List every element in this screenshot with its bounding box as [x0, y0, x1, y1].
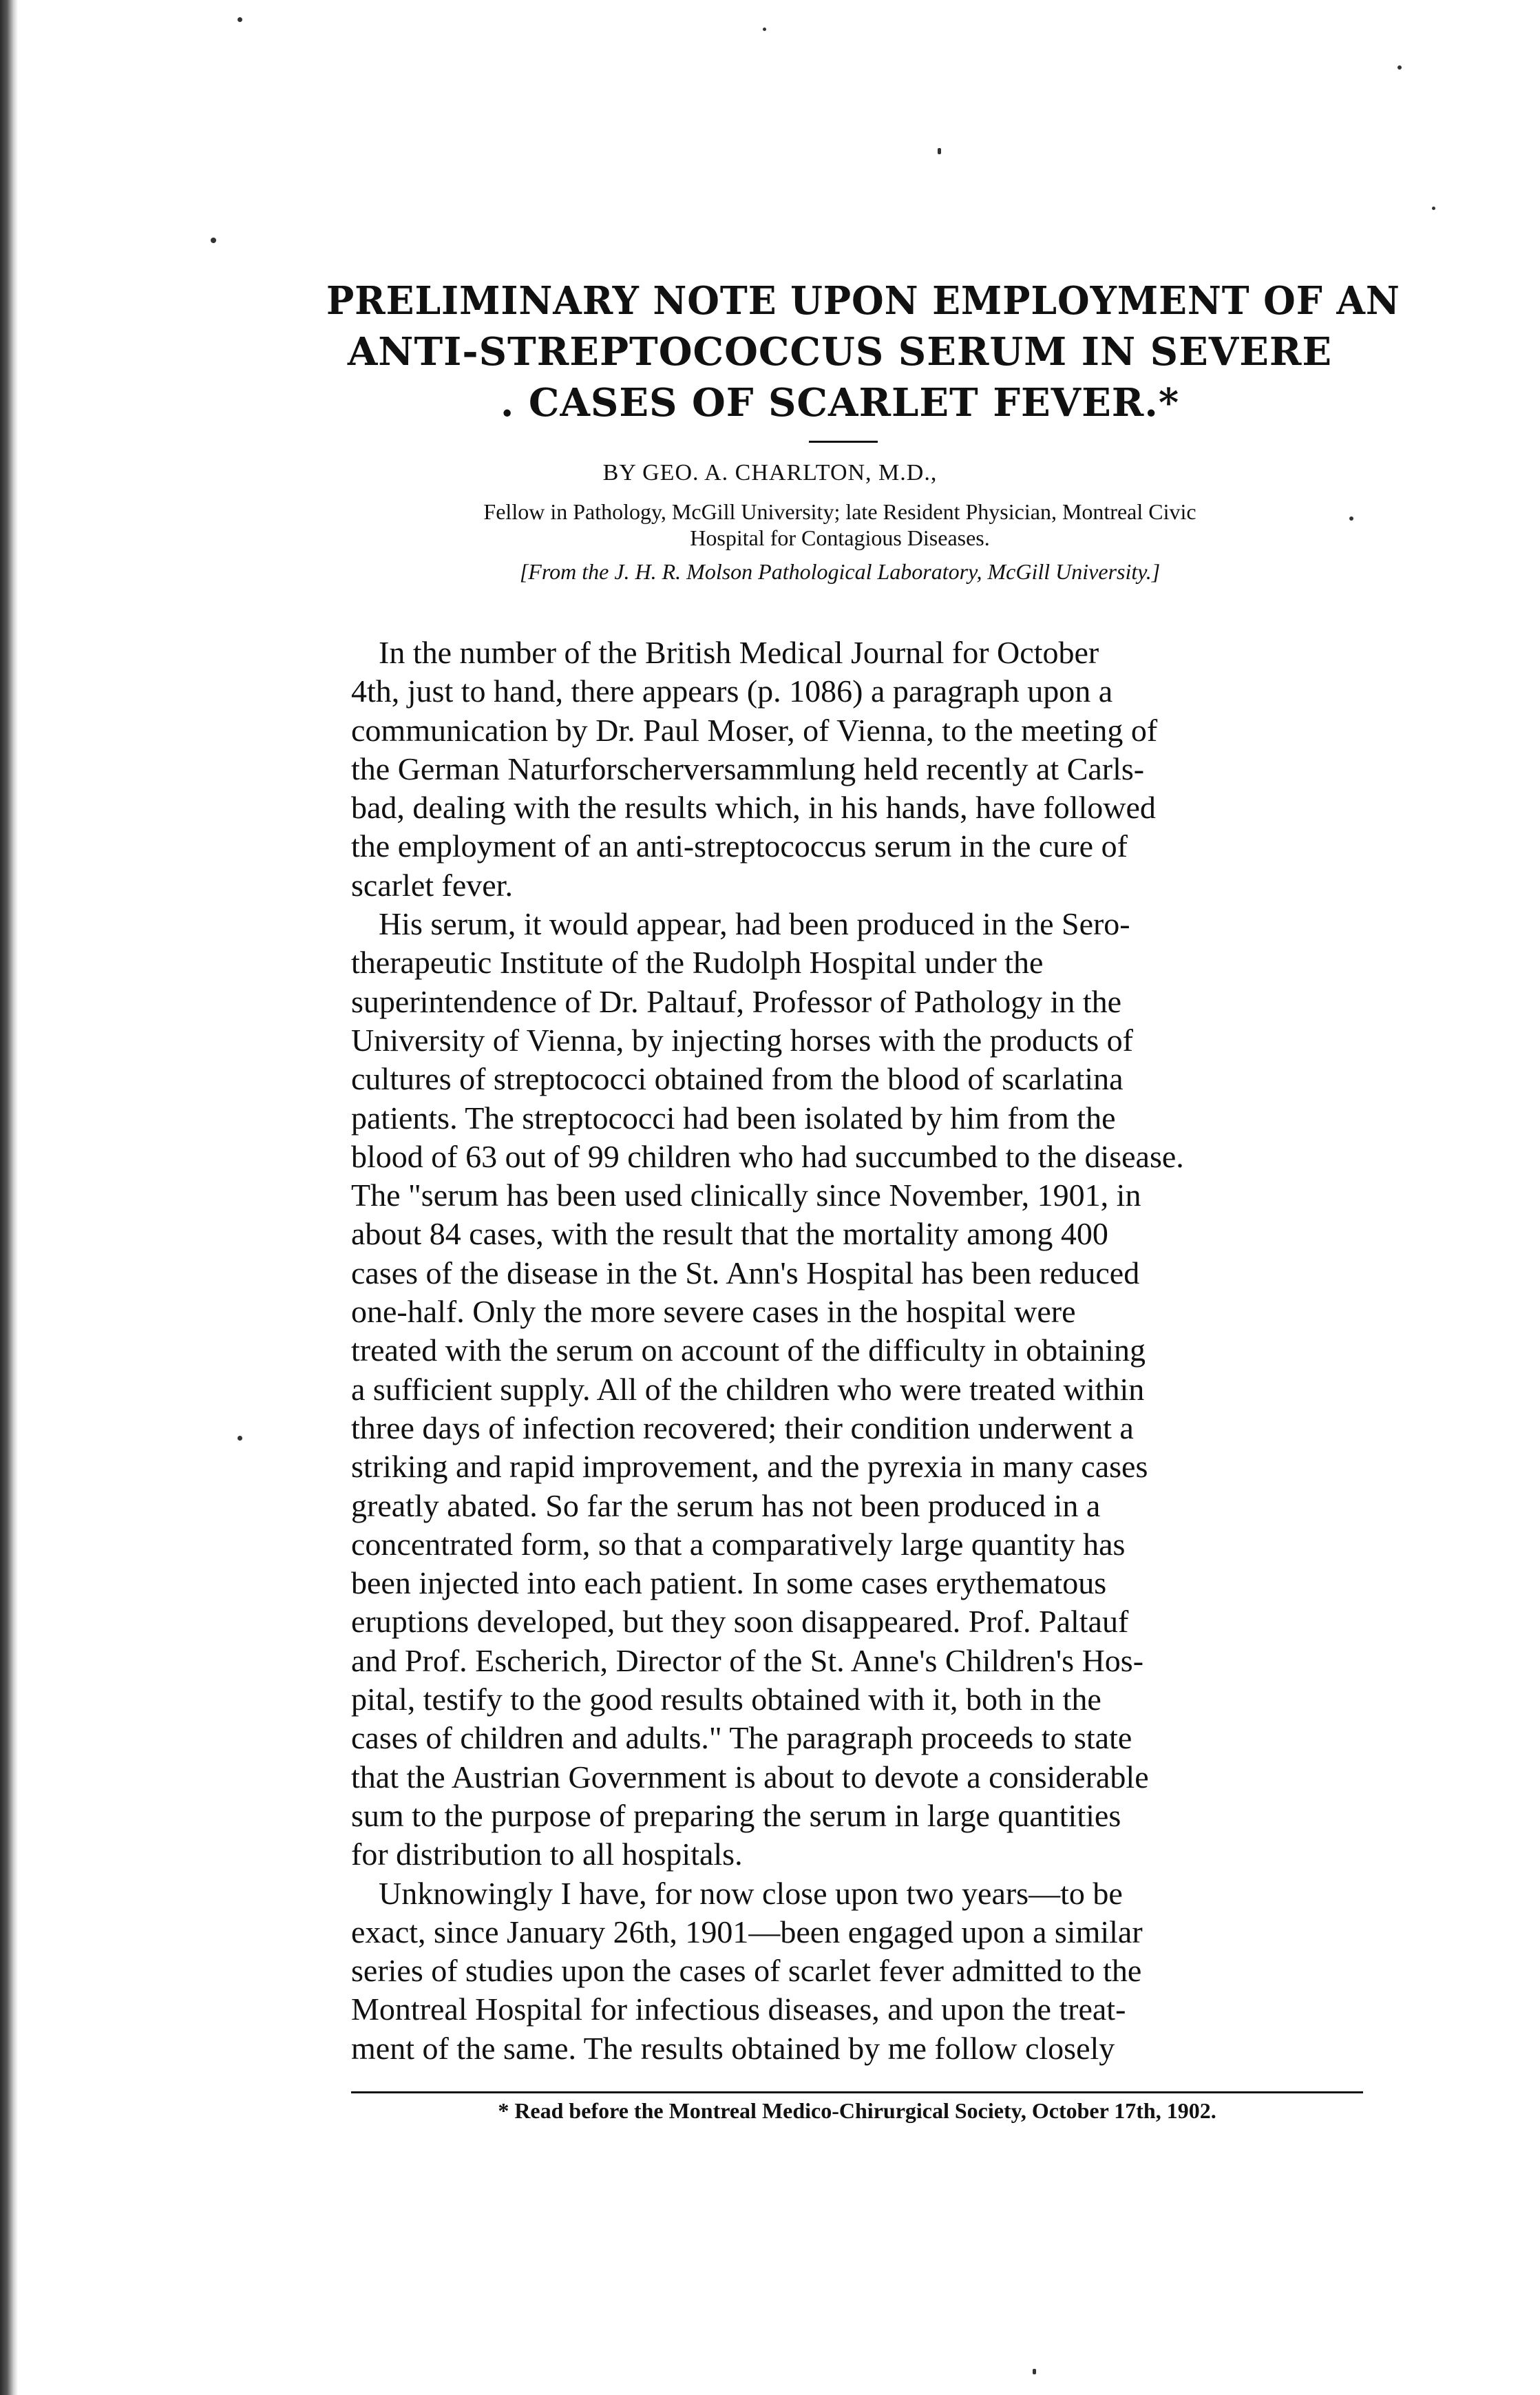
body-line: therapeutic Institute of the Rudolph Hospital under the	[351, 945, 1044, 981]
body-line: superintendence of Dr. Paltauf, Professor of Pathology in the	[351, 983, 1122, 1019]
body-line: a sufficient supply. All of the children who were treated within	[351, 1371, 1145, 1407]
body-line: Montreal Hospital for infectious diseases, and upon the treat-	[351, 1991, 1126, 2027]
body-line: treated with the serum on account of the difficulty in obtaining	[351, 1332, 1146, 1368]
scan-speck	[238, 1436, 242, 1441]
body-line: about 84 cases, with the result that the mortality among 400	[351, 1216, 1108, 1252]
scan-speck	[1432, 207, 1435, 210]
body-line: In the number of the British Medical Journal for October	[379, 635, 1099, 670]
body-line: the German Naturforscherversammlung held recently at Carls-	[351, 751, 1145, 786]
body-line: exact, since January 26th, 1901—been engaged upon a similar	[351, 1914, 1143, 1949]
body-line: cases of the disease in the St. Ann's Hospital has been reduced	[351, 1255, 1140, 1290]
body-line: greatly abated. So far the serum has not been produced in a	[351, 1487, 1101, 1523]
body-line: eruptions developed, but they soon disappeared. Prof. Paltauf	[351, 1604, 1129, 1640]
footnote-divider	[351, 2091, 1363, 2093]
body-line: University of Vienna, by injecting horses with the products of	[351, 1022, 1133, 1058]
scan-speck	[1397, 65, 1402, 70]
scan-edge-shadow	[0, 0, 18, 2395]
body-line: patients. The streptococci had been isolated by him from the	[351, 1100, 1116, 1136]
body-line: Unknowingly I have, for now close upon two years—to be	[379, 1875, 1123, 1911]
body-line: cultures of streptococci obtained from the blood of scarlatina	[351, 1061, 1124, 1097]
footnote: * Read before the Montreal Medico-Chirurgical Society, October 17th, 1902.	[498, 2098, 1216, 2123]
title-line: . CASES OF SCARLET FEVER.*	[500, 380, 1180, 426]
body-line: concentrated form, so that a comparatively large quantity has	[351, 1526, 1126, 1562]
body-line: pital, testify to the good results obtained with it, both in the	[351, 1682, 1101, 1717]
author-byline: BY GEO. A. CHARLTON, M.D.,	[602, 460, 938, 485]
body-line: three days of infection recovered; their condition underwent a	[351, 1410, 1134, 1445]
body-line: 4th, just to hand, there appears (p. 1086) a paragraph upon a	[351, 673, 1113, 709]
body-line: blood of 63 out of 99 children who had succumbed to the disease.	[351, 1138, 1184, 1174]
body-line: striking and rapid improvement, and the pyrexia in many cases	[351, 1449, 1148, 1485]
article-title	[303, 275, 1400, 428]
body-line: and Prof. Escherich, Director of the St. Anne's Children's Hos-	[351, 1642, 1144, 1678]
body-line: been injected into each patient. In some cases erythematous	[351, 1565, 1107, 1601]
title-line: PRELIMINARY NOTE UPON EMPLOYMENT OF AN	[326, 278, 1400, 324]
body-line: bad, dealing with the results which, in his hands, have followed	[351, 790, 1156, 826]
article-body	[351, 634, 1363, 2068]
body-line: sum to the purpose of preparing the serum in large quantities	[351, 1797, 1121, 1833]
affiliation-line: Fellow in Pathology, McGill University; late Resident Physician, Montreal Civic	[483, 499, 1196, 524]
affiliation-line: Hospital for Contagious Diseases.	[690, 525, 990, 550]
scan-speck	[763, 28, 766, 31]
body-line: communication by Dr. Paul Moser, of Vienna, to the meeting of	[351, 712, 1158, 748]
title-line: ANTI-STREPTOCOCCUS SERUM IN SEVERE	[347, 329, 1333, 375]
body-line: series of studies upon the cases of scarlet fever admitted to the	[351, 1953, 1142, 1989]
body-line: the employment of an anti-streptococcus serum in the cure of	[351, 828, 1128, 864]
body-line: ment of the same. The results obtained by me follow closely	[351, 2030, 1115, 2066]
body-line: scarlet fever.	[351, 867, 513, 903]
body-line: His serum, it would appear, had been produced in the Sero-	[379, 906, 1130, 942]
scan-speck	[211, 238, 216, 243]
body-line: that the Austrian Government is about to devote a considerable	[351, 1759, 1149, 1795]
scan-speck	[238, 17, 242, 22]
title-divider	[809, 441, 878, 443]
scan-speck	[1033, 2369, 1036, 2374]
body-line: cases of children and adults." The paragraph proceeds to state	[351, 1720, 1132, 1756]
body-line: one-half. Only the more severe cases in the hospital were	[351, 1294, 1076, 1330]
scan-speck	[938, 148, 941, 154]
body-line: for distribution to all hospitals.	[351, 1837, 743, 1872]
body-line: The "serum has been used clinically since November, 1901, in	[351, 1178, 1141, 1213]
author-affiliation	[275, 499, 1404, 551]
laboratory-source: [From the J. H. R. Molson Pathological Laboratory, McGill University.]	[519, 559, 1161, 584]
